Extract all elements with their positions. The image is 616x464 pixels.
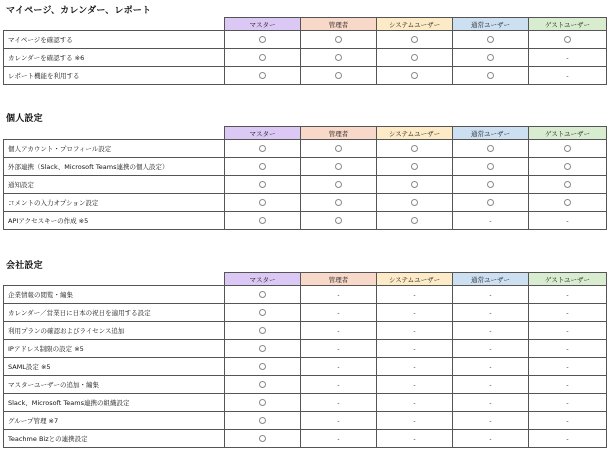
permission-cell [377, 430, 453, 448]
permission-cell [453, 412, 529, 430]
feature-label: マイページを確認する [4, 31, 225, 49]
permission-cell [453, 322, 529, 340]
not-permitted-mark: - [566, 417, 569, 425]
not-permitted-mark: - [337, 309, 340, 317]
feature-label: カレンダーを確認する ※6 [4, 49, 225, 67]
permitted-mark [487, 54, 494, 61]
permitted-mark [335, 163, 342, 170]
permitted-mark [259, 217, 266, 224]
table-row [4, 376, 607, 394]
permitted-mark [487, 163, 494, 170]
permission-cell [529, 394, 607, 412]
not-permitted-mark: - [489, 417, 492, 425]
not-permitted-mark: - [337, 345, 340, 353]
not-permitted-mark: - [413, 345, 416, 353]
permitted-mark [411, 72, 418, 79]
permitted-mark [259, 381, 266, 388]
feature-label: APIアクセスキーの作成 ※5 [4, 212, 225, 230]
not-permitted-mark: - [566, 217, 569, 225]
permitted-mark [487, 199, 494, 206]
permission-cell [301, 158, 377, 176]
permission-cell [377, 340, 453, 358]
feature-label: IPアドレス制限の設定 ※5 [4, 340, 225, 358]
permission-cell [301, 322, 377, 340]
role-header: ゲストユーザー [529, 127, 607, 140]
feature-label: 利用プランの確認およびライセンス追加 [4, 322, 225, 340]
permitted-mark [335, 145, 342, 152]
permission-table [3, 126, 607, 230]
role-header: ゲストユーザー [529, 273, 607, 286]
not-permitted-mark: - [489, 381, 492, 389]
permission-cell [453, 358, 529, 376]
feature-label: カレンダー／営業日に日本の祝日を適用する設定 [4, 304, 225, 322]
not-permitted-mark: - [566, 72, 569, 80]
not-permitted-mark: - [566, 363, 569, 371]
permission-cell [377, 376, 453, 394]
permission-cell [453, 394, 529, 412]
not-permitted-mark: - [489, 345, 492, 353]
permission-cell [453, 140, 529, 158]
permission-cell [377, 158, 453, 176]
permission-cell [377, 176, 453, 194]
permitted-mark [411, 36, 418, 43]
not-permitted-mark: - [413, 309, 416, 317]
permitted-mark [259, 345, 266, 352]
feature-label: マスターユーザーの追加・編集 [4, 376, 225, 394]
permitted-mark [259, 309, 266, 316]
table-row [4, 158, 607, 176]
not-permitted-mark: - [413, 327, 416, 335]
not-permitted-mark: - [337, 417, 340, 425]
permission-cell [529, 304, 607, 322]
not-permitted-mark: - [566, 309, 569, 317]
permitted-mark [335, 36, 342, 43]
permitted-mark [259, 163, 266, 170]
permitted-mark [259, 399, 266, 406]
permitted-mark [259, 291, 266, 298]
not-permitted-mark: - [337, 327, 340, 335]
permission-cell [225, 358, 301, 376]
permission-cell [225, 412, 301, 430]
section-title: 個人設定 [6, 114, 43, 124]
permission-cell [225, 194, 301, 212]
not-permitted-mark: - [489, 435, 492, 443]
table-row [4, 340, 607, 358]
permission-cell [453, 31, 529, 49]
permission-cell [529, 49, 607, 67]
permitted-mark [259, 435, 266, 442]
permitted-mark [487, 72, 494, 79]
permitted-mark [259, 417, 266, 424]
permitted-mark [564, 163, 571, 170]
not-permitted-mark: - [566, 291, 569, 299]
permitted-mark [411, 54, 418, 61]
permitted-mark [335, 72, 342, 79]
permission-cell [529, 286, 607, 304]
permission-cell [529, 376, 607, 394]
permission-cell [301, 286, 377, 304]
not-permitted-mark: - [337, 291, 340, 299]
permission-cell [377, 412, 453, 430]
permitted-mark [564, 36, 571, 43]
table-row [4, 358, 607, 376]
not-permitted-mark: - [489, 291, 492, 299]
not-permitted-mark: - [566, 381, 569, 389]
permitted-mark [411, 163, 418, 170]
not-permitted-mark: - [337, 399, 340, 407]
not-permitted-mark: - [413, 363, 416, 371]
section-title: 会社設定 [6, 261, 43, 271]
permitted-mark [259, 327, 266, 334]
permission-cell [301, 304, 377, 322]
not-permitted-mark: - [566, 327, 569, 335]
role-header-row [4, 18, 607, 31]
permitted-mark [259, 72, 266, 79]
table-row [4, 394, 607, 412]
role-header-row [4, 273, 607, 286]
permitted-mark [259, 145, 266, 152]
not-permitted-mark: - [566, 345, 569, 353]
permission-cell [453, 67, 529, 85]
permission-cell [453, 49, 529, 67]
not-permitted-mark: - [489, 327, 492, 335]
role-header: 管理者 [301, 127, 377, 140]
not-permitted-mark: - [566, 399, 569, 407]
permission-cell [529, 158, 607, 176]
permission-cell [301, 412, 377, 430]
table-row [4, 212, 607, 230]
permission-table [3, 272, 607, 448]
permission-table [3, 17, 607, 85]
permission-cell [377, 304, 453, 322]
not-permitted-mark: - [337, 363, 340, 371]
not-permitted-mark: - [489, 217, 492, 225]
permission-cell [225, 376, 301, 394]
not-permitted-mark: - [413, 381, 416, 389]
permission-cell [301, 49, 377, 67]
permission-cell [301, 340, 377, 358]
feature-label: グループ管理 ※7 [4, 412, 225, 430]
feature-label: Teachme Bizとの連携設定 [4, 430, 225, 448]
permission-cell [225, 394, 301, 412]
permitted-mark [411, 145, 418, 152]
permission-cell [453, 212, 529, 230]
role-header: 管理者 [301, 18, 377, 31]
permission-cell [377, 212, 453, 230]
not-permitted-mark: - [566, 435, 569, 443]
permission-cell [377, 286, 453, 304]
permitted-mark [335, 217, 342, 224]
permission-cell [225, 49, 301, 67]
permission-cell [225, 340, 301, 358]
table-row [4, 67, 607, 85]
permission-cell [377, 140, 453, 158]
permitted-mark [335, 54, 342, 61]
permitted-mark [411, 217, 418, 224]
table-row [4, 286, 607, 304]
permission-cell [453, 286, 529, 304]
permission-cell [529, 67, 607, 85]
permission-cell [301, 176, 377, 194]
permission-cell [377, 194, 453, 212]
table-row [4, 412, 607, 430]
not-permitted-mark: - [337, 435, 340, 443]
permission-cell [529, 358, 607, 376]
permission-cell [225, 322, 301, 340]
feature-label: 企業情報の閲覧・編集 [4, 286, 225, 304]
permitted-mark [335, 199, 342, 206]
permitted-mark [259, 199, 266, 206]
permission-cell [529, 31, 607, 49]
permitted-mark [335, 181, 342, 188]
not-permitted-mark: - [489, 363, 492, 371]
not-permitted-mark: - [489, 399, 492, 407]
feature-label: 外部連携（Slack、Microsoft Teams連携の個人設定） [4, 158, 225, 176]
role-header: システムユーザー [377, 273, 453, 286]
permission-cell [225, 158, 301, 176]
permitted-mark [564, 145, 571, 152]
permission-cell [377, 322, 453, 340]
permission-cell [453, 176, 529, 194]
feature-label: Slack、Microsoft Teams連携の組織設定 [4, 394, 225, 412]
permission-cell [225, 304, 301, 322]
permission-cell [529, 412, 607, 430]
permission-cell [301, 358, 377, 376]
not-permitted-mark: - [489, 309, 492, 317]
role-header: 通常ユーザー [453, 273, 529, 286]
table-row [4, 31, 607, 49]
table-row [4, 49, 607, 67]
permitted-mark [487, 181, 494, 188]
permission-cell [225, 212, 301, 230]
permission-cell [301, 140, 377, 158]
permission-cell [225, 67, 301, 85]
permission-cell [225, 286, 301, 304]
not-permitted-mark: - [413, 399, 416, 407]
permitted-mark [259, 36, 266, 43]
permission-cell [377, 358, 453, 376]
header-blank-cell [4, 127, 225, 140]
permission-cell [225, 430, 301, 448]
table-row [4, 176, 607, 194]
table-row [4, 194, 607, 212]
table-row [4, 430, 607, 448]
permission-cell [453, 340, 529, 358]
permission-cell [377, 67, 453, 85]
role-header: マスター [225, 273, 301, 286]
not-permitted-mark: - [413, 291, 416, 299]
role-header: マスター [225, 18, 301, 31]
role-header: マスター [225, 127, 301, 140]
feature-label: レポート機能を利用する [4, 67, 225, 85]
section-title: マイページ、カレンダー、レポート [6, 6, 152, 16]
permission-cell [377, 394, 453, 412]
role-header: 通常ユーザー [453, 18, 529, 31]
permission-cell [301, 376, 377, 394]
permission-cell [301, 67, 377, 85]
permission-cell [453, 376, 529, 394]
permission-cell [301, 394, 377, 412]
permission-cell [529, 140, 607, 158]
feature-label: 通知設定 [4, 176, 225, 194]
role-header-row [4, 127, 607, 140]
permitted-mark [259, 181, 266, 188]
role-header: システムユーザー [377, 18, 453, 31]
feature-label: SAML設定 ※5 [4, 358, 225, 376]
role-header: ゲストユーザー [529, 18, 607, 31]
header-blank-cell [4, 273, 225, 286]
not-permitted-mark: - [337, 381, 340, 389]
header-blank-cell [4, 18, 225, 31]
permitted-mark [411, 199, 418, 206]
permitted-mark [259, 54, 266, 61]
permission-cell [529, 340, 607, 358]
role-header: システムユーザー [377, 127, 453, 140]
permission-cell [453, 430, 529, 448]
table-row [4, 322, 607, 340]
permission-cell [377, 49, 453, 67]
permission-cell [301, 212, 377, 230]
permission-cell [529, 176, 607, 194]
permission-cell [529, 430, 607, 448]
permission-cell [225, 140, 301, 158]
feature-label: コメントの入力オプション設定 [4, 194, 225, 212]
not-permitted-mark: - [566, 54, 569, 62]
permitted-mark [564, 199, 571, 206]
role-header: 通常ユーザー [453, 127, 529, 140]
permission-cell [301, 430, 377, 448]
permission-cell [377, 31, 453, 49]
not-permitted-mark: - [413, 417, 416, 425]
permitted-mark [487, 145, 494, 152]
permission-cell [453, 158, 529, 176]
permission-cell [529, 212, 607, 230]
table-row [4, 140, 607, 158]
permission-cell [529, 322, 607, 340]
permission-cell [453, 304, 529, 322]
role-header: 管理者 [301, 273, 377, 286]
permission-cell [225, 176, 301, 194]
permitted-mark [487, 36, 494, 43]
not-permitted-mark: - [413, 435, 416, 443]
table-row [4, 304, 607, 322]
permitted-mark [259, 363, 266, 370]
feature-label: 個人アカウント・プロフィール設定 [4, 140, 225, 158]
permission-cell [301, 194, 377, 212]
permission-cell [453, 194, 529, 212]
permission-cell [225, 31, 301, 49]
permission-cell [529, 194, 607, 212]
permitted-mark [564, 181, 571, 188]
permitted-mark [411, 181, 418, 188]
permission-cell [301, 31, 377, 49]
